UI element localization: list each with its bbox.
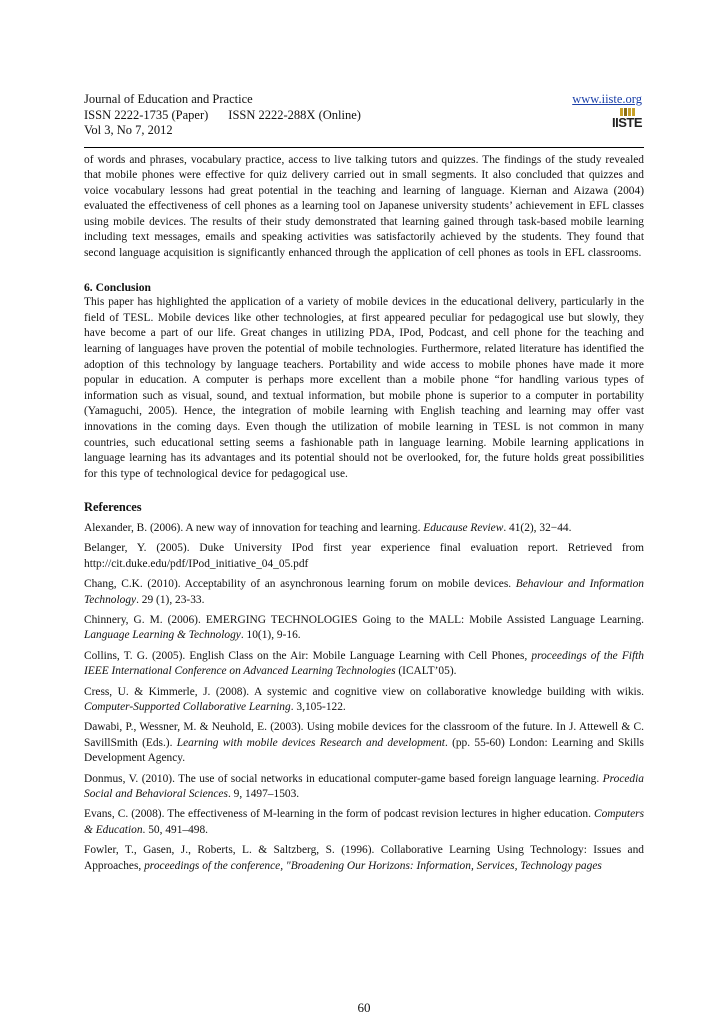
reference-source: Language Learning & Technology [84, 629, 241, 642]
reference-source: Learning with mobile devices Research and development [176, 736, 445, 749]
reference-source: proceedings of the conference, "Broadening Our Horizons: Information, Services, Technology pages [144, 859, 602, 872]
reference-text: Donmus, V. (2010). The use of social networks in educational computer-game based foreign language learning. [84, 772, 603, 785]
page-number: 60 [357, 1000, 371, 1015]
conclusion-paragraph: This paper has highlighted the application of a variety of mobile devices in the educational delivery, particularly in the field of TESL. Mobile devices like other technologies, at first appeared peculiar for pedagogical use but slowly, they have become a part of our life. Great changes in utilizing PDA, IPod, Podcast, and cell phone for the teaching and learning of languages have proven the potential of mobile technologies. Furthermore, related literature has identified the adoption of this technology by language teachers. Portability and wide access to mobile phones have made it more popular in education. A computer is perhaps more excellent than a mobile phone “for handling various types of information such as visual, sound, and textual information, but mobile phone is superior to a computer in portability (Yamaguchi, 2005). Hence, the integration of mobile learning with English teaching and learning may offer vast innovations in the coming days. Even though the utilization of mobile learning in TESL is not common in many countries, such educational setting seems a fashionable path in language learning. Mobile learning applications in language learning has its advantages and its potential should not be overlooked, for, the future holds great possibilities for this type of technological device for pedagogical use. [84, 296, 644, 480]
reference-list [84, 521, 644, 874]
reference-item [84, 720, 644, 766]
reference-source: Procedia Social and Behavioral Sciences [84, 772, 644, 801]
reference-details: . (pp. 55-60) London: Learning and Skills Development Agency. [84, 736, 644, 765]
reference-item [84, 685, 644, 716]
iiste-logo [612, 108, 642, 132]
reference-text: Fowler, T., Gasen, J., Roberts, L. & Saltzberg, S. (1996). Collaborative Learning Using Technology: Issues and Approaches, [84, 844, 644, 872]
reference-item [84, 521, 644, 536]
conclusion-section [84, 280, 644, 483]
reference-source: Computer-Supported Collaborative Learning [84, 701, 291, 714]
reference-text: Evans, C. (2008). The effectiveness of M-learning in the form of podcast revision lectures in higher education. [84, 808, 594, 821]
references-heading: References [84, 500, 142, 515]
header-rule [84, 147, 644, 148]
reference-source: Behaviour and Information Technology [84, 578, 644, 606]
reference-details: . 9, 1497–1503. [227, 788, 300, 801]
page-content [84, 92, 644, 874]
reference-text: Belanger, Y. (2005). Duke University IPod first year experience final evaluation report. Retrieved from http://cit.duke.edu/pdf/IPod_initiative_04_05.pdf [84, 542, 644, 570]
reference-details: . 41(2), 32−44. [503, 521, 572, 534]
conclusion-heading: 6. Conclusion [84, 280, 152, 294]
reference-item [84, 649, 644, 680]
issn-online: ISSN 2222-288X (Online) [228, 107, 361, 122]
reference-item [84, 772, 644, 803]
reference-text: Cress, U. & Kimmerle, J. (2008). A systemic and cognitive view on collaborative knowledge building with wikis. [84, 685, 644, 698]
reference-text: Collins, T. G. (2005). English Class on the Air: Mobile Language Learning with Cell Phones [84, 649, 525, 662]
intro-paragraph: of words and phrases, vocabulary practice, access to live talking tutors and quizzes. The findings of the study revealed that mobile phones were effective for quiz delivery carried out in small segments. It also concluded that quizzes and voice vocabulary lessons had great potential in the teaching and learning of language. Kiernan and Aizawa (2004) evaluated the effectiveness of cell phones as a learning tool on Japanese university students’ achievement in EFL classes using mobile devices. The results of their study demonstrated that learning gained through task-based mobile learning including text messages, emails and speaking activities was satisfactorily achieved by the students. They found that second language acquisition is significantly enhanced through the application of cell phones as tools in EFL classrooms. [84, 153, 644, 260]
reference-details: . 3,105-122. [290, 701, 346, 714]
reference-text: Chinnery, G. M. (2006). EMERGING TECHNOLOGIES Going to the MALL: Mobile Assisted Language Learning. [84, 614, 644, 626]
reference-item [84, 613, 644, 644]
reference-details: . 29 (1), 23-33. [136, 593, 205, 606]
reference-details: (ICALT’05). [395, 665, 457, 678]
journal-url[interactable]: www.iiste.org [572, 92, 642, 106]
reference-text: Dawabi, P., Wessner, M. & Neuhold, E. (2003). Using mobile devices for the classroom of the future. In J. Attewell & C. SavillSmith (Eds.). [84, 721, 644, 749]
volume-issue: Vol 3, No 7, 2012 [84, 123, 173, 137]
reference-details: . 50, 491–498. [142, 823, 209, 836]
reference-source: , proceedings of the Fifth IEEE International Conference on Advanced Learning Technologies [84, 649, 644, 678]
reference-details: . 10(1), 9-16. [240, 629, 301, 642]
reference-source: Educause Review [423, 521, 504, 534]
reference-item [84, 577, 644, 608]
reference-text: Chang, C.K. (2010). Acceptability of an asynchronous learning forum on mobile devices. [84, 578, 516, 591]
issn-paper: ISSN 2222-1735 (Paper) [84, 107, 209, 122]
reference-source: Computers & Education [84, 808, 644, 836]
journal-title: Journal of Education and Practice [84, 92, 253, 106]
reference-item [84, 807, 644, 838]
issn-line [84, 108, 644, 124]
reference-item [84, 541, 644, 572]
reference-text: Alexander, B. (2006). A new way of innovation for teaching and learning. [84, 521, 424, 534]
reference-item [84, 843, 644, 874]
logo-text: IISTE [612, 115, 643, 130]
running-header [84, 92, 644, 139]
